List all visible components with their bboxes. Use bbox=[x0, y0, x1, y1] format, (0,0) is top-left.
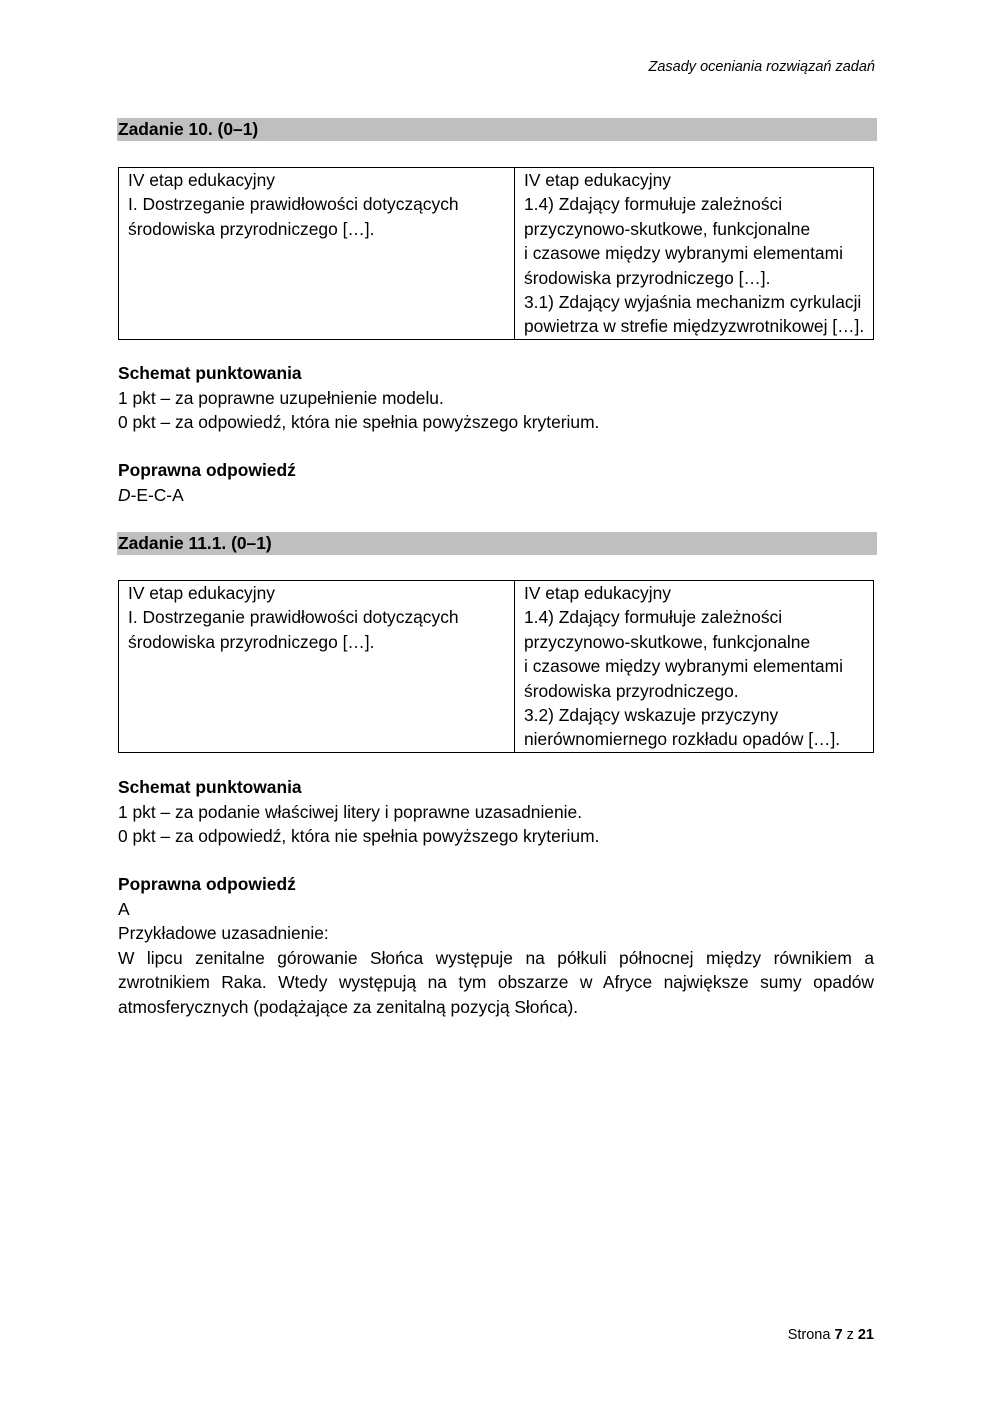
req-line: i czasowe między wybranymi elementami bbox=[524, 243, 843, 264]
scoring-line: 0 pkt – za odpowiedź, która nie spełnia powyższego kryterium. bbox=[118, 412, 600, 432]
req-line: 1.4) Zdający formułuje zależności bbox=[524, 194, 783, 215]
answer-rest: -E-C-A bbox=[130, 484, 184, 505]
req-line: środowiska przyrodniczego. bbox=[524, 680, 739, 701]
req-line: IV etap edukacyjny bbox=[128, 583, 275, 603]
page-number bbox=[788, 1325, 874, 1345]
scoring-line: 1 pkt – za podanie właściwej litery i poprawne uzasadnienie. bbox=[118, 801, 583, 822]
scoring-section-10 bbox=[118, 361, 874, 435]
running-header: Zasady oceniania rozwiązań zadań bbox=[648, 59, 875, 75]
answer-value bbox=[118, 483, 874, 508]
req-line: IV etap edukacyjny bbox=[524, 170, 671, 190]
detailed-requirements-cell bbox=[515, 168, 874, 340]
scoring-line: 1 pkt – za poprawne uzupełnienie modelu. bbox=[118, 387, 444, 408]
general-requirements-cell bbox=[119, 581, 515, 753]
answer-section-11-1 bbox=[118, 872, 874, 1019]
scoring-section-11-1 bbox=[118, 775, 874, 849]
req-line: 1.4) Zdający formułuje zależności bbox=[524, 607, 783, 628]
req-line: i czasowe między wybranymi elementami bbox=[524, 656, 843, 677]
req-line: powietrza w strefie międzyzwrotnikowej […]. bbox=[524, 316, 865, 337]
scoring-heading: Schemat punktowania bbox=[118, 363, 302, 383]
task-title-10: Zadanie 10. (0–1) bbox=[117, 118, 877, 141]
task-title-11-1: Zadanie 11.1. (0–1) bbox=[117, 532, 877, 555]
req-line: I. Dostrzeganie prawidłowości dotyczących bbox=[128, 607, 459, 628]
page-label: Strona bbox=[787, 1327, 831, 1343]
req-line: środowiska przyrodniczego […]. bbox=[128, 631, 375, 652]
req-line: 3.2) Zdający wskazuje przyczyny bbox=[524, 705, 779, 726]
answer-first-letter: D bbox=[118, 484, 131, 505]
answer-letter: A bbox=[118, 898, 130, 919]
page-total: 21 bbox=[857, 1327, 874, 1343]
page-of: z bbox=[846, 1327, 854, 1343]
req-line: I. Dostrzeganie prawidłowości dotyczących bbox=[128, 194, 459, 215]
req-line: środowiska przyrodniczego […]. bbox=[524, 267, 771, 288]
page-current: 7 bbox=[834, 1327, 843, 1343]
requirements-table-11-1 bbox=[118, 580, 874, 753]
justification-label: Przykładowe uzasadnienie: bbox=[118, 923, 329, 943]
scoring-line: 0 pkt – za odpowiedź, która nie spełnia powyższego kryterium. bbox=[118, 826, 600, 846]
answer-heading: Poprawna odpowiedź bbox=[118, 460, 296, 480]
req-line: nierównomiernego rozkładu opadów […]. bbox=[524, 729, 841, 750]
req-line: IV etap edukacyjny bbox=[128, 170, 275, 190]
req-line: przyczynowo-skutkowe, funkcjonalne bbox=[524, 631, 811, 652]
answer-section-10 bbox=[118, 458, 874, 507]
req-line: 3.1) Zdający wyjaśnia mechanizm cyrkulacji bbox=[524, 292, 862, 313]
requirements-table-10 bbox=[118, 167, 874, 340]
req-line: przyczynowo-skutkowe, funkcjonalne bbox=[524, 218, 811, 239]
req-line: środowiska przyrodniczego […]. bbox=[128, 218, 375, 239]
detailed-requirements-cell bbox=[515, 581, 874, 753]
answer-heading: Poprawna odpowiedź bbox=[118, 874, 296, 894]
justification-text: W lipcu zenitalne górowanie Słońca występuje na półkuli północnej między równikiem a zwrotnikiem Raka. Wtedy występują na tym obszarze w Afryce największe sumy opadów atmosferycznych (podążające za zenitalną pozycją Słońca). bbox=[118, 947, 874, 1017]
scoring-heading: Schemat punktowania bbox=[118, 777, 302, 797]
req-line: IV etap edukacyjny bbox=[524, 583, 671, 603]
general-requirements-cell bbox=[119, 168, 515, 340]
